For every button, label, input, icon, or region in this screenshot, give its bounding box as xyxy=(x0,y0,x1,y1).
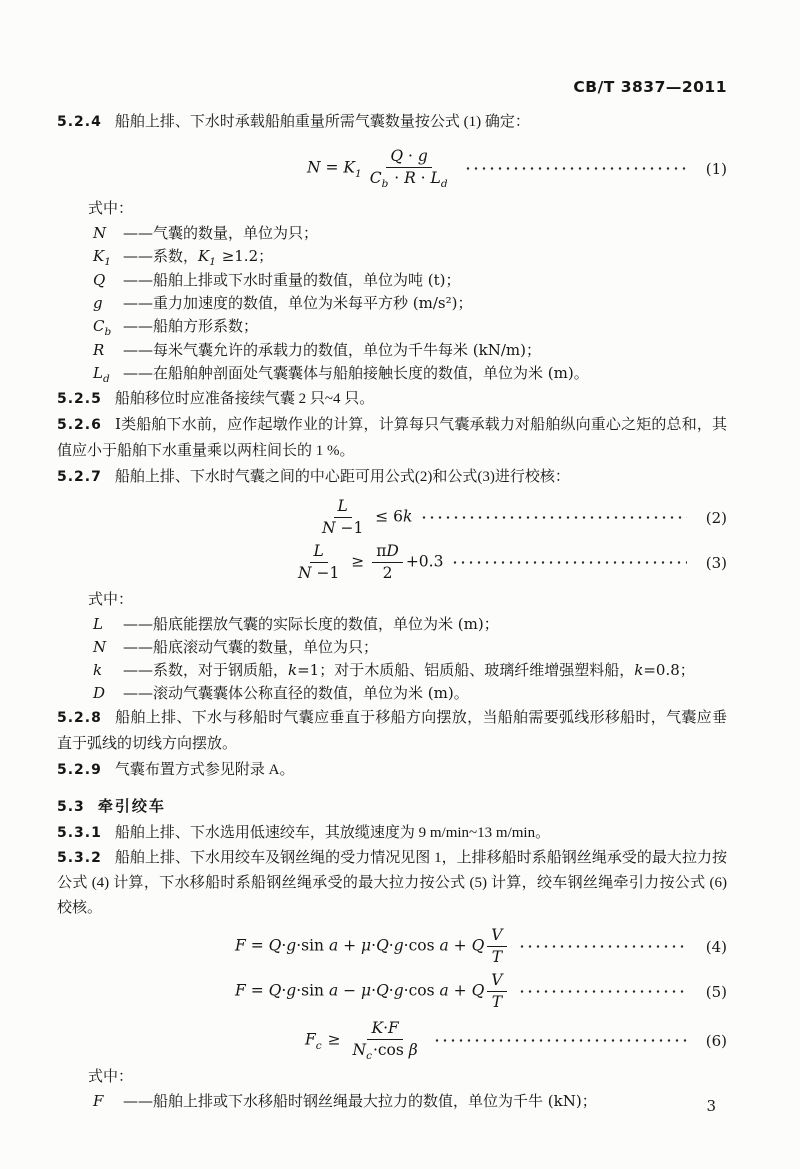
clause-text: 船舶上排、下水选用低速绞车，其放缆速度为 9 m/min~13 m/min。 xyxy=(114,825,551,841)
equation-number-3: (3) xyxy=(705,553,727,572)
definition-item xyxy=(93,613,727,636)
definition-list-3 xyxy=(93,1090,727,1113)
clause-5-2-4 xyxy=(57,109,727,135)
definition-list-2 xyxy=(93,613,727,705)
dot-leader xyxy=(464,167,687,170)
definition-symbol: $L_d$ xyxy=(93,364,110,385)
definition-symbol: N xyxy=(93,638,107,656)
dot-leader xyxy=(518,945,688,948)
definition-item xyxy=(93,315,727,339)
formula-5-expression: F = Q·g·sin a − μ·Q·g·cos a + Q $\frac{V}{T}$ xyxy=(235,971,510,1012)
definition-item xyxy=(93,292,727,315)
definition-item xyxy=(93,1090,727,1113)
where-label-2: 式中： xyxy=(88,592,134,608)
clause-5-3-2 xyxy=(57,846,727,921)
section-number: 5.3 xyxy=(57,799,85,815)
dot-leader xyxy=(451,561,687,564)
clause-text: 船舶上排、下水用绞车及钢丝绳的受力情况见图 1，上排移船时系船钢丝绳承受的最大拉力按公式 (4) 计算，下水移船时系船钢丝绳承受的最大拉力按公式 (5) 计算，绞车钢丝绳牵引力按公式 (6) 校核。 xyxy=(57,850,727,916)
equation-number-5: (5) xyxy=(705,982,727,1001)
clause-number: 5.2.6 xyxy=(57,417,102,433)
definition-symbol: R xyxy=(93,341,105,359)
definition-item xyxy=(93,269,727,292)
section-title: 牵引绞车 xyxy=(97,797,166,815)
clause-number: 5.3.2 xyxy=(57,850,102,866)
formula-1-expression: $N = K_1$ $\frac{Q \cdot g}{C_b \cdot R \cdot L_d}$ xyxy=(307,147,448,190)
formula-6-expression: $F_c$ ≥ $\frac{K\cdot F}{N_c\cdot\cos \beta}$ xyxy=(305,1019,418,1062)
definition-item xyxy=(93,682,727,705)
where-label-1: 式中： xyxy=(88,201,134,217)
equation-number-4: (4) xyxy=(705,937,727,956)
clause-number: 5.3.1 xyxy=(57,825,102,841)
definition-desc: ——在船舶舯剖面处气囊囊体与船舶接触长度的数值，单位为米 (m)。 xyxy=(123,364,589,382)
definition-symbol: $K_1$ xyxy=(93,247,111,268)
formula-4 xyxy=(57,926,727,967)
formula-6 xyxy=(57,1019,727,1062)
definition-symbol: k xyxy=(93,661,103,679)
formula-2 xyxy=(57,497,727,538)
clause-5-2-6 xyxy=(57,412,727,464)
definition-symbol: L xyxy=(93,615,103,633)
definition-item xyxy=(93,222,727,245)
definition-symbol: Q xyxy=(93,271,106,289)
definition-item xyxy=(93,362,727,386)
formula-4-expression: F = Q·g·sin a + μ·Q·g·cos a + Q $\frac{V}{T}$ xyxy=(235,926,510,967)
clause-text: Ⅰ类船舶下水前，应作起墩作业的计算，计算每只气囊承载力对船舶纵向重心之矩的总和，其值应小于船舶下水重量乘以两柱间长的 1 %。 xyxy=(57,417,727,459)
definition-desc: ——船底滚动气囊的数量，单位为只； xyxy=(123,638,379,656)
section-5-3-heading xyxy=(57,793,727,820)
formula-2-expression: $\frac{L}{N -1}$ ≤ 6k xyxy=(322,497,413,537)
clause-text: 气囊布置方式参见附录 A。 xyxy=(114,762,295,778)
equation-number-6: (6) xyxy=(705,1031,727,1050)
clause-text: 船舶上排、下水与移船时气囊应垂直于移船方向摆放，当船舶需要弧线形移船时，气囊应垂直于弧线的切线方向摆放。 xyxy=(57,710,727,752)
formula-3 xyxy=(57,542,727,583)
clause-number: 5.2.7 xyxy=(57,469,102,485)
where-label-3: 式中： xyxy=(88,1069,134,1085)
formula-5 xyxy=(57,971,727,1012)
clause-number: 5.2.8 xyxy=(57,710,102,726)
clause-5-2-5 xyxy=(57,386,727,412)
definition-desc: ——滚动气囊囊体公称直径的数值，单位为米 (m)。 xyxy=(123,684,469,702)
definition-symbol: g xyxy=(93,294,103,312)
definition-desc: ——每米气囊允许的承载力的数值，单位为千牛每米 (kN/m)； xyxy=(123,341,541,359)
definition-desc: ——船底能摆放气囊的实际长度的数值，单位为米 (m)； xyxy=(123,615,499,633)
clause-text: 船舶移位时应准备接续气囊 2 只~4 只。 xyxy=(114,391,375,407)
definition-desc: ——船舶方形系数； xyxy=(123,317,259,335)
dot-leader xyxy=(433,1039,687,1042)
equation-number-1: (1) xyxy=(705,159,727,178)
definition-item xyxy=(93,245,727,269)
definition-desc: ——系数，对于钢质船，k=1；对于木质船、铝质船、玻璃纤维增强塑料船，k=0.8； xyxy=(123,661,695,679)
clause-5-2-7 xyxy=(57,464,727,490)
clause-number: 5.2.9 xyxy=(57,762,102,778)
definition-desc: ——船舶上排或下水时重量的数值，单位为吨 (t)； xyxy=(123,271,461,289)
definition-item xyxy=(93,659,727,682)
definition-desc: ——重力加速度的数值，单位为米每平方秒 (m/s²)； xyxy=(123,294,473,312)
clause-text: 船舶上排、下水时气囊之间的中心距可用公式(2)和公式(3)进行校核： xyxy=(114,469,570,485)
clause-number: 5.2.4 xyxy=(57,114,102,130)
clause-number: 5.2.5 xyxy=(57,391,102,407)
definition-symbol: D xyxy=(93,684,106,702)
clause-5-3-1 xyxy=(57,820,727,846)
definition-symbol: N xyxy=(93,224,107,242)
dot-leader xyxy=(420,516,687,519)
definition-symbol: $C_b$ xyxy=(93,317,112,338)
definition-desc: ——船舶上排或下水移船时钢丝绳最大拉力的数值，单位为千牛 (kN)； xyxy=(123,1092,597,1110)
definition-desc: ——气囊的数量，单位为只； xyxy=(123,224,319,242)
clause-5-2-9 xyxy=(57,757,727,783)
clause-text: 船舶上排、下水时承载船舶重量所需气囊数量按公式 (1) 确定： xyxy=(114,114,530,130)
formula-1 xyxy=(57,147,727,190)
page-number: 3 xyxy=(706,1097,716,1115)
definition-desc: ——系数，$K_1 \ge 1.2$； xyxy=(123,247,274,268)
definition-list-1 xyxy=(93,222,727,386)
definition-symbol: F xyxy=(93,1092,104,1110)
clause-5-2-8 xyxy=(57,705,727,757)
dot-leader xyxy=(518,990,688,993)
doc-code-header: CB/T 3837—2011 xyxy=(573,78,727,96)
definition-item xyxy=(93,339,727,362)
formula-3-expression: $\frac{L}{N -1}$ ≥ $\frac{\pi D}{2}$ +0.3 xyxy=(298,542,444,582)
definition-item xyxy=(93,636,727,659)
equation-number-2: (2) xyxy=(705,508,727,527)
